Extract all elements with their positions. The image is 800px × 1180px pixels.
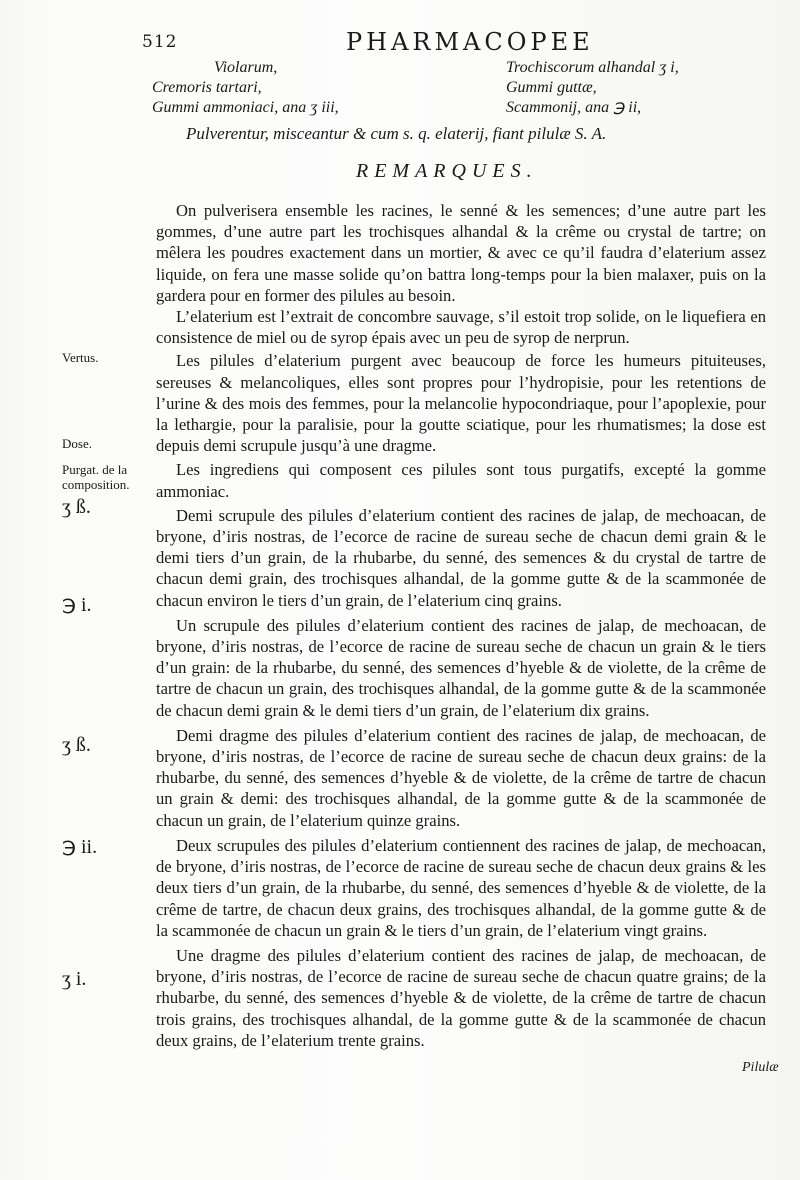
paragraph-two-scruples: Deux scrupules des pilules d’elaterium contiennent des racines de jalap, de mechoacan, de bryone, d’iris nostras, de l’ecorce de racine de sureau seche de chacun deux grains & les deux tiers d’un grain, de la rhubarbe, du senné, des semences d’hyeble & de violette, de la crême de tartre, de chacun deux grains, des trochisques alhandal, de la gomme gutte & de la scammonée de chacun un grain & le tiers d’un grain, de l’elaterium vingt grains. <box>156 835 766 940</box>
paragraph-elaterium: L’elaterium est l’extrait de concombre sauvage, s’il estoit trop solide, on le liquefiera en consistence de miel ou de syrop épais avec un peu de syrop de nerprun. <box>156 307 766 348</box>
margin-note-vertus: Vertus. <box>62 350 99 365</box>
formula-instruction: Pulverentur, misceantur & cum s. q. elaterij, fiant pilulæ S. A. <box>186 124 607 143</box>
margin-symbol-two-scruples: ℈ ii. <box>62 836 98 858</box>
margin-symbol-half-dram-2: ʒ ß. <box>62 734 91 756</box>
margin-symbol-one-scruple: ℈ i. <box>62 594 92 616</box>
formula-right-column <box>506 58 679 118</box>
paragraph-one-scruple: Un scrupule des pilules d’elaterium contient des racines de jalap, de mechoacan, de bryone, d’iris nostras, de l’ecorce de racine de sureau seche de chacun un grain & le tiers d’un grain: de la rhubarbe, du senné, des semences d’hyeble & de violette, de la crême de tartre de chacun un grain, des trochisques alhandal, de la gomme gutte & de la scammonée de chacun demi grain & le demi tiers d’un grain, de l’elaterium dix grains. <box>156 615 766 720</box>
formula-line: Gummi ammoniaci, ana ʒ iii, <box>152 99 339 116</box>
paragraph-half-dram: Demi dragme des pilules d’elaterium contient des racines de jalap, de mechoacan, de bryone, d’iris nostras, de l’ecorce de racine de sureau seche de chacun deux grains: de la rhubarbe, du senné, des semences d’hyeble & de violette, de la crême de tartre de chacun un grain & demi: des trochisques alhandal, de la gomme gutte & de la scammonée de chacun un grain, de l’elaterium quinze grains. <box>156 725 766 830</box>
running-title: PHARMACOPEE <box>346 28 594 56</box>
formula-left-column <box>152 58 339 118</box>
paragraph-one-dram: Une dragme des pilules d’elaterium contient des racines de jalap, de mechoacan, de bryone, d’iris nostras, de l’ecorce de racine de sureau seche de chacun quatre grains; de la rhubarbe, du senné, des semences d’hyeble & de violette, de la crême de tartre de chacun trois grains, des trochisques alhandal, de la gomme gutte & de la scammonée de chacun deux grains, de l’elaterium trente grains. <box>156 945 766 1050</box>
paragraph-ingredients: Les ingrediens qui composent ces pilules sont tous purgatifs, excepté la gomme ammoniac. <box>156 460 766 501</box>
page-header <box>140 28 760 58</box>
formula-line: Scammonij, ana ℈ ii, <box>506 99 642 116</box>
paragraph-vertus: Les pilules d’elaterium purgent avec beaucoup de force les humeurs pituiteuses, sereuses & melancoliques, elles sont propres pour l’hydropisie, pour les retentions de l’urine & des mois des femmes, pour la melancolie hypocondriaque, pour l’apoplexie, pour la lethargie, pour la paralisie, pour la goutte sciatique, pour les rhumatismes; la dose est depuis demi scrupule jusqu’à une dragme. <box>156 351 766 456</box>
paragraph-half-scruple: Demi scrupule des pilules d’elaterium contient des racines de jalap, de mechoacan, de bryone, d’iris nostras, de l’ecorce de racine de sureau seche de chacun demi grain & le demi tiers d’un grain, de la rhubarbe, du senné, des semences & du crystal de tartre de chacun demi grain, des trochisques alhandal, de la gomme gutte & de la scammonée de chacun environ le tiers d’un grain, de l’elaterium cinq grains. <box>156 505 766 610</box>
remarques-body <box>156 196 766 1051</box>
margin-note-purgat: Purgat. de la composition. <box>62 462 130 492</box>
margin-note-dose: Dose. <box>62 436 92 451</box>
margin-symbol-half-dram: ʒ ß. <box>62 496 91 518</box>
formula-line: Cremoris tartari, <box>152 79 262 96</box>
margin-symbol-one-dram: ʒ i. <box>62 968 87 990</box>
formula-line: Gummi guttæ, <box>506 79 597 96</box>
catchword: Pilulæ <box>742 1060 779 1075</box>
paragraph-preparation: On pulverisera ensemble les racines, le senné & les semences; d’une autre part les gommes, d’une autre part les trochisques alhandal & la crême ou crystal de tartre; on mêlera les poudres exactement dans un mortier, & avec ce qu’il faudra d’elaterium assez liquide, on fera une masse solide qu’on battra long-temps pour la bien malaxer, puis on la gardera pour en former des pilules au besoin. <box>156 201 766 305</box>
section-title: REMARQUES. <box>356 160 538 182</box>
recipe-formula <box>150 58 690 124</box>
formula-line: Violarum, <box>214 59 278 76</box>
page-number: 512 <box>142 32 178 52</box>
formula-line: Trochiscorum alhandal ʒ i, <box>506 59 679 76</box>
